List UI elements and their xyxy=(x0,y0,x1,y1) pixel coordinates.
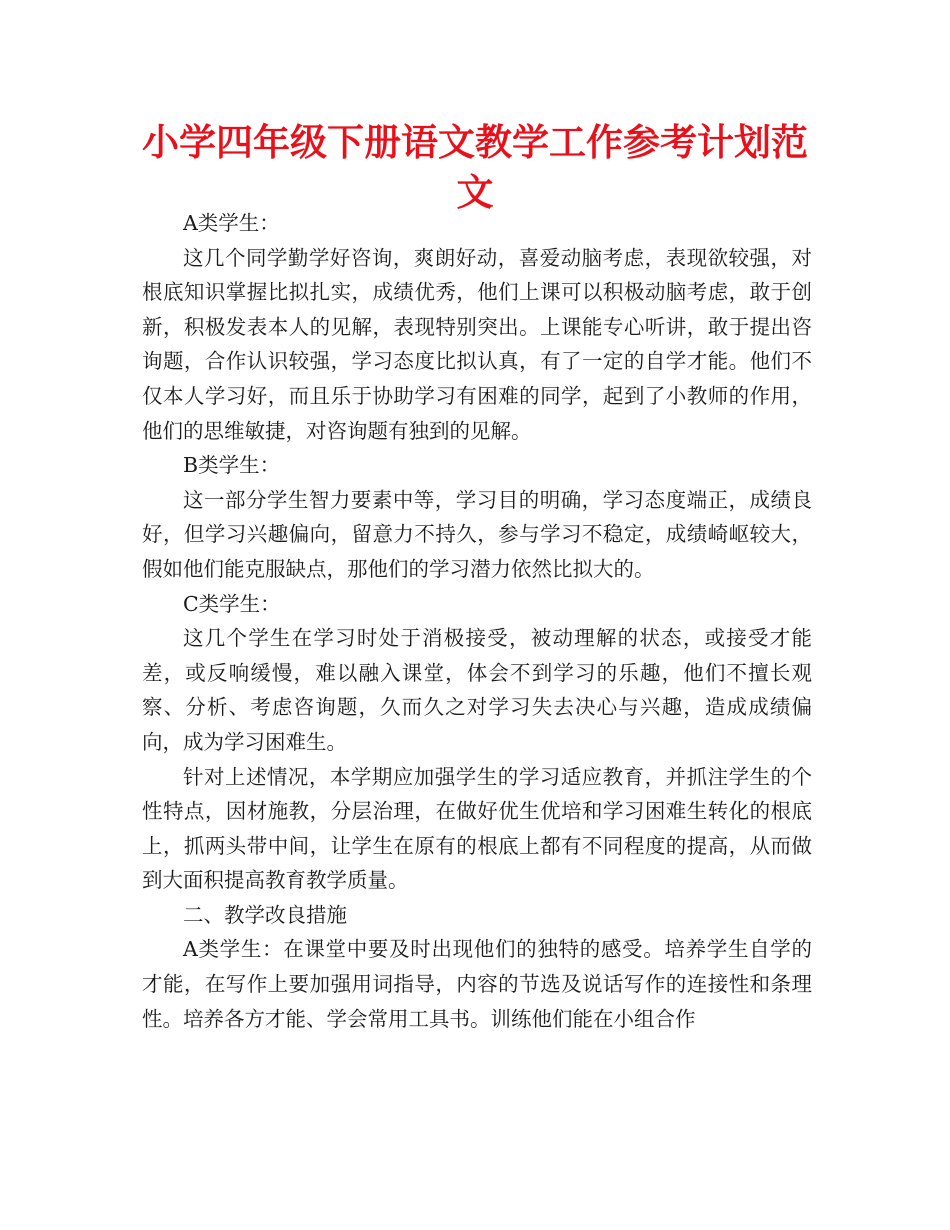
paragraph-summary: 针对上述情况，本学期应加强学生的学习适应教育，并抓注学生的个性特点，因材施教，分层治理，在做好优生优培和学习困难生转化的根底上，抓两头带中间，让学生在原有的根底上都有不同程度的提高，从而做到大面积提高教育教学质量。 xyxy=(142,764,812,893)
paragraph-class-a-description: 这几个同学勤学好咨询，爽朗好动，喜爱动脑考虑，表现欲较强，对根底知识掌握比拟扎实，成绩优秀，他们上课可以积极动脑考虑，敢于创新，积极发表本人的见解，表现特别突出。上课能专心听讲，敢于提出咨询题，合作认识较强，学习态度比拟认真，有了一定的自学才能。他们不仅本人学习好，而且乐于协助学习有困难的同学，起到了小教师的作用，他们的思维敏捷，对咨询题有独到的见解。 xyxy=(142,245,812,443)
paragraph-class-c-heading: C类学生： xyxy=(183,591,281,616)
paragraph-class-a-heading: A类学生： xyxy=(183,211,280,235)
paragraph-class-b-heading: B类学生： xyxy=(183,453,281,478)
paragraph-class-c-description: 这几个学生在学习时处于消极接受，被动理解的状态，或接受才能差，或反响缓慢，难以融入课堂，体会不到学习的乐趣，他们不擅长观察、分析、考虑咨询题，久而久之对学习失去决心与兴趣，造成成绩偏向，成为学习困难生。 xyxy=(142,626,812,754)
document-title: 小学四年级下册语文教学工作参考计划范文 xyxy=(142,121,808,214)
paragraph-class-a-measures: A类学生：在课堂中要及时出现他们的独特的感受。培养学生自学的才能，在写作上要加强用词指导，内容的节选及说话写作的连接性和条理性。培养各方才能、学会常用工具书。训练他们能在小组合作 xyxy=(142,937,812,1031)
section-heading-improvement-measures: 二、教学改良措施 xyxy=(183,902,347,927)
document-body xyxy=(142,206,812,1036)
paragraph-class-b-description: 这一部分学生智力要素中等，学习目的明确，学习态度端正，成绩良好，但学习兴趣偏向，留意力不持久，参与学习不稳定，成绩崎岖较大，假如他们能克服缺点，那他们的学习潜力依然比拟大的。 xyxy=(142,487,812,581)
